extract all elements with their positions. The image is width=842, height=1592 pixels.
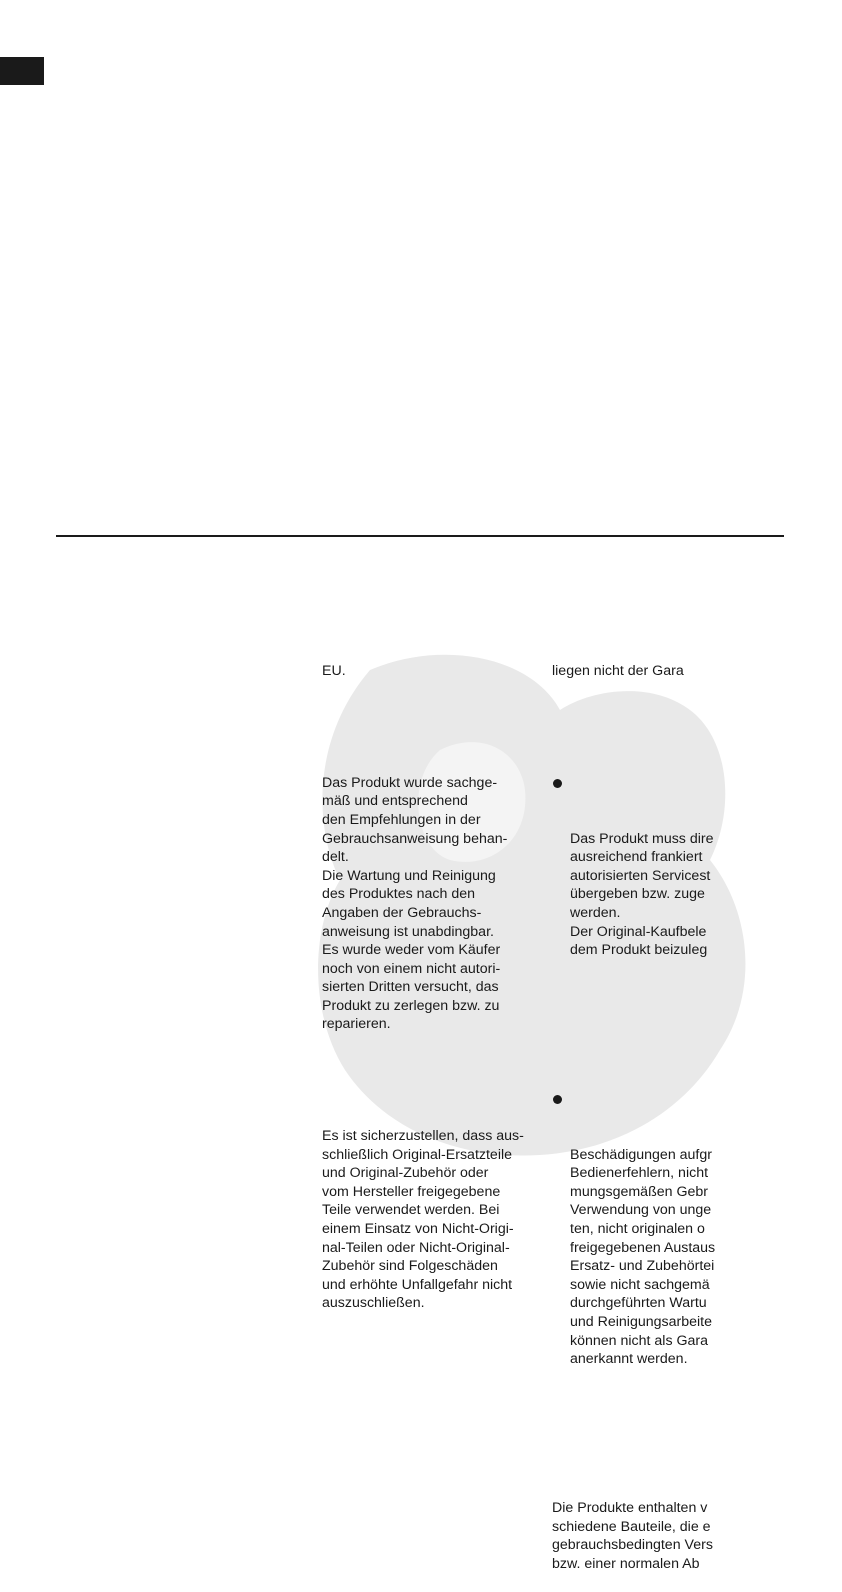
text-line: und erhöhte Unfallgefahr nicht xyxy=(322,1276,513,1293)
bullet-item-shipping xyxy=(552,774,842,997)
text-line: Es wurde weder vom Käufer xyxy=(322,942,501,959)
text-line: werden. xyxy=(570,904,621,921)
bullet-text-damage xyxy=(570,1146,842,1369)
text-line: anweisung ist unabdingbar. xyxy=(322,923,494,940)
text-line: Gebrauchsanweisung behan- xyxy=(322,830,508,847)
text-line: Bedienerfehlern, nicht xyxy=(570,1165,709,1182)
text-line: Die Wartung und Reinigung xyxy=(322,867,496,884)
text-line: nal-Teilen oder Nicht-Original- xyxy=(322,1239,510,1256)
horizontal-rule xyxy=(56,535,784,537)
text-line: bzw. einer normalen Ab xyxy=(552,1555,700,1572)
text-line: Verwendung von unge xyxy=(570,1202,712,1219)
text-line: noch von einem nicht autori- xyxy=(322,960,501,977)
text-line: auszuschließen. xyxy=(322,1295,425,1312)
text-line: ten, nicht originalen o xyxy=(570,1221,705,1237)
text-line: sowie nicht sachgemä xyxy=(570,1276,710,1293)
text-line: liegen nicht der Gara xyxy=(552,663,684,680)
text-line: mäß und entsprechend xyxy=(322,793,468,810)
text-line: Die Produkte enthalten v xyxy=(552,1499,708,1516)
text-line: gebrauchsbedingten Vers xyxy=(552,1537,713,1554)
text-line: Das Produkt wurde sachge- xyxy=(322,774,498,791)
text-line: schließlich Original-Ersatzteile xyxy=(322,1146,513,1163)
text-line: und Reinigungsarbeite xyxy=(570,1313,712,1330)
bullet-item-damage xyxy=(552,1090,842,1406)
text-line: schiedene Bauteile, die e xyxy=(552,1518,711,1535)
right-text-column xyxy=(552,625,842,1592)
text-line: Das Produkt muss dire xyxy=(570,830,714,847)
paragraph-original-parts xyxy=(322,1127,552,1313)
paragraph-warranty-continued xyxy=(552,662,842,681)
text-line: anerkannt werden. xyxy=(570,1351,688,1368)
section-tab-marker xyxy=(0,57,44,85)
paragraph-eu xyxy=(322,662,552,681)
text-line: den Empfehlungen in der xyxy=(322,811,481,828)
bullet-text-shipping xyxy=(570,830,842,960)
text-line: Produkt zu zerlegen bzw. zu xyxy=(322,997,500,1014)
text-line: Zubehör sind Folgeschäden xyxy=(322,1258,498,1275)
text-line: einem Einsatz von Nicht-Origi- xyxy=(322,1221,514,1237)
text-line: ausreichend frankiert xyxy=(570,849,703,866)
left-text-column xyxy=(322,625,552,1332)
text-line: vom Hersteller freigegebene xyxy=(322,1183,501,1200)
text-line: Angaben der Gebrauchs- xyxy=(322,904,482,921)
text-line: übergeben bzw. zuge xyxy=(570,886,705,903)
text-line: reparieren. xyxy=(322,1016,391,1033)
text-line: Der Original-Kaufbele xyxy=(570,923,707,940)
paragraph-product-handling xyxy=(322,774,552,1034)
text-line: und Original-Zubehör oder xyxy=(322,1165,489,1182)
text-line: Ersatz- und Zubehörtei xyxy=(570,1258,715,1275)
paragraph-components xyxy=(552,1499,842,1573)
text-line: Es ist sicherzustellen, dass aus- xyxy=(322,1128,524,1145)
text-line: dem Produkt beizuleg xyxy=(570,942,708,959)
text-line: autorisierten Servicest xyxy=(570,867,711,884)
text-line: freigegebenen Austaus xyxy=(570,1239,716,1256)
text-line: Beschädigungen aufgr xyxy=(570,1146,712,1163)
text-line: können nicht als Gara xyxy=(570,1332,709,1349)
text-line: EU. xyxy=(322,663,346,680)
text-line: delt. xyxy=(322,849,349,866)
text-line: mungsgemäßen Gebr xyxy=(570,1183,709,1200)
text-line: Teile verwendet werden. Bei xyxy=(322,1202,500,1219)
text-line: sierten Dritten versucht, das xyxy=(322,979,499,996)
text-line: des Produktes nach den xyxy=(322,886,476,903)
bullet-dot-icon xyxy=(553,779,562,788)
text-line: durchgeführten Wartu xyxy=(570,1295,707,1312)
bullet-dot-icon xyxy=(553,1095,562,1104)
